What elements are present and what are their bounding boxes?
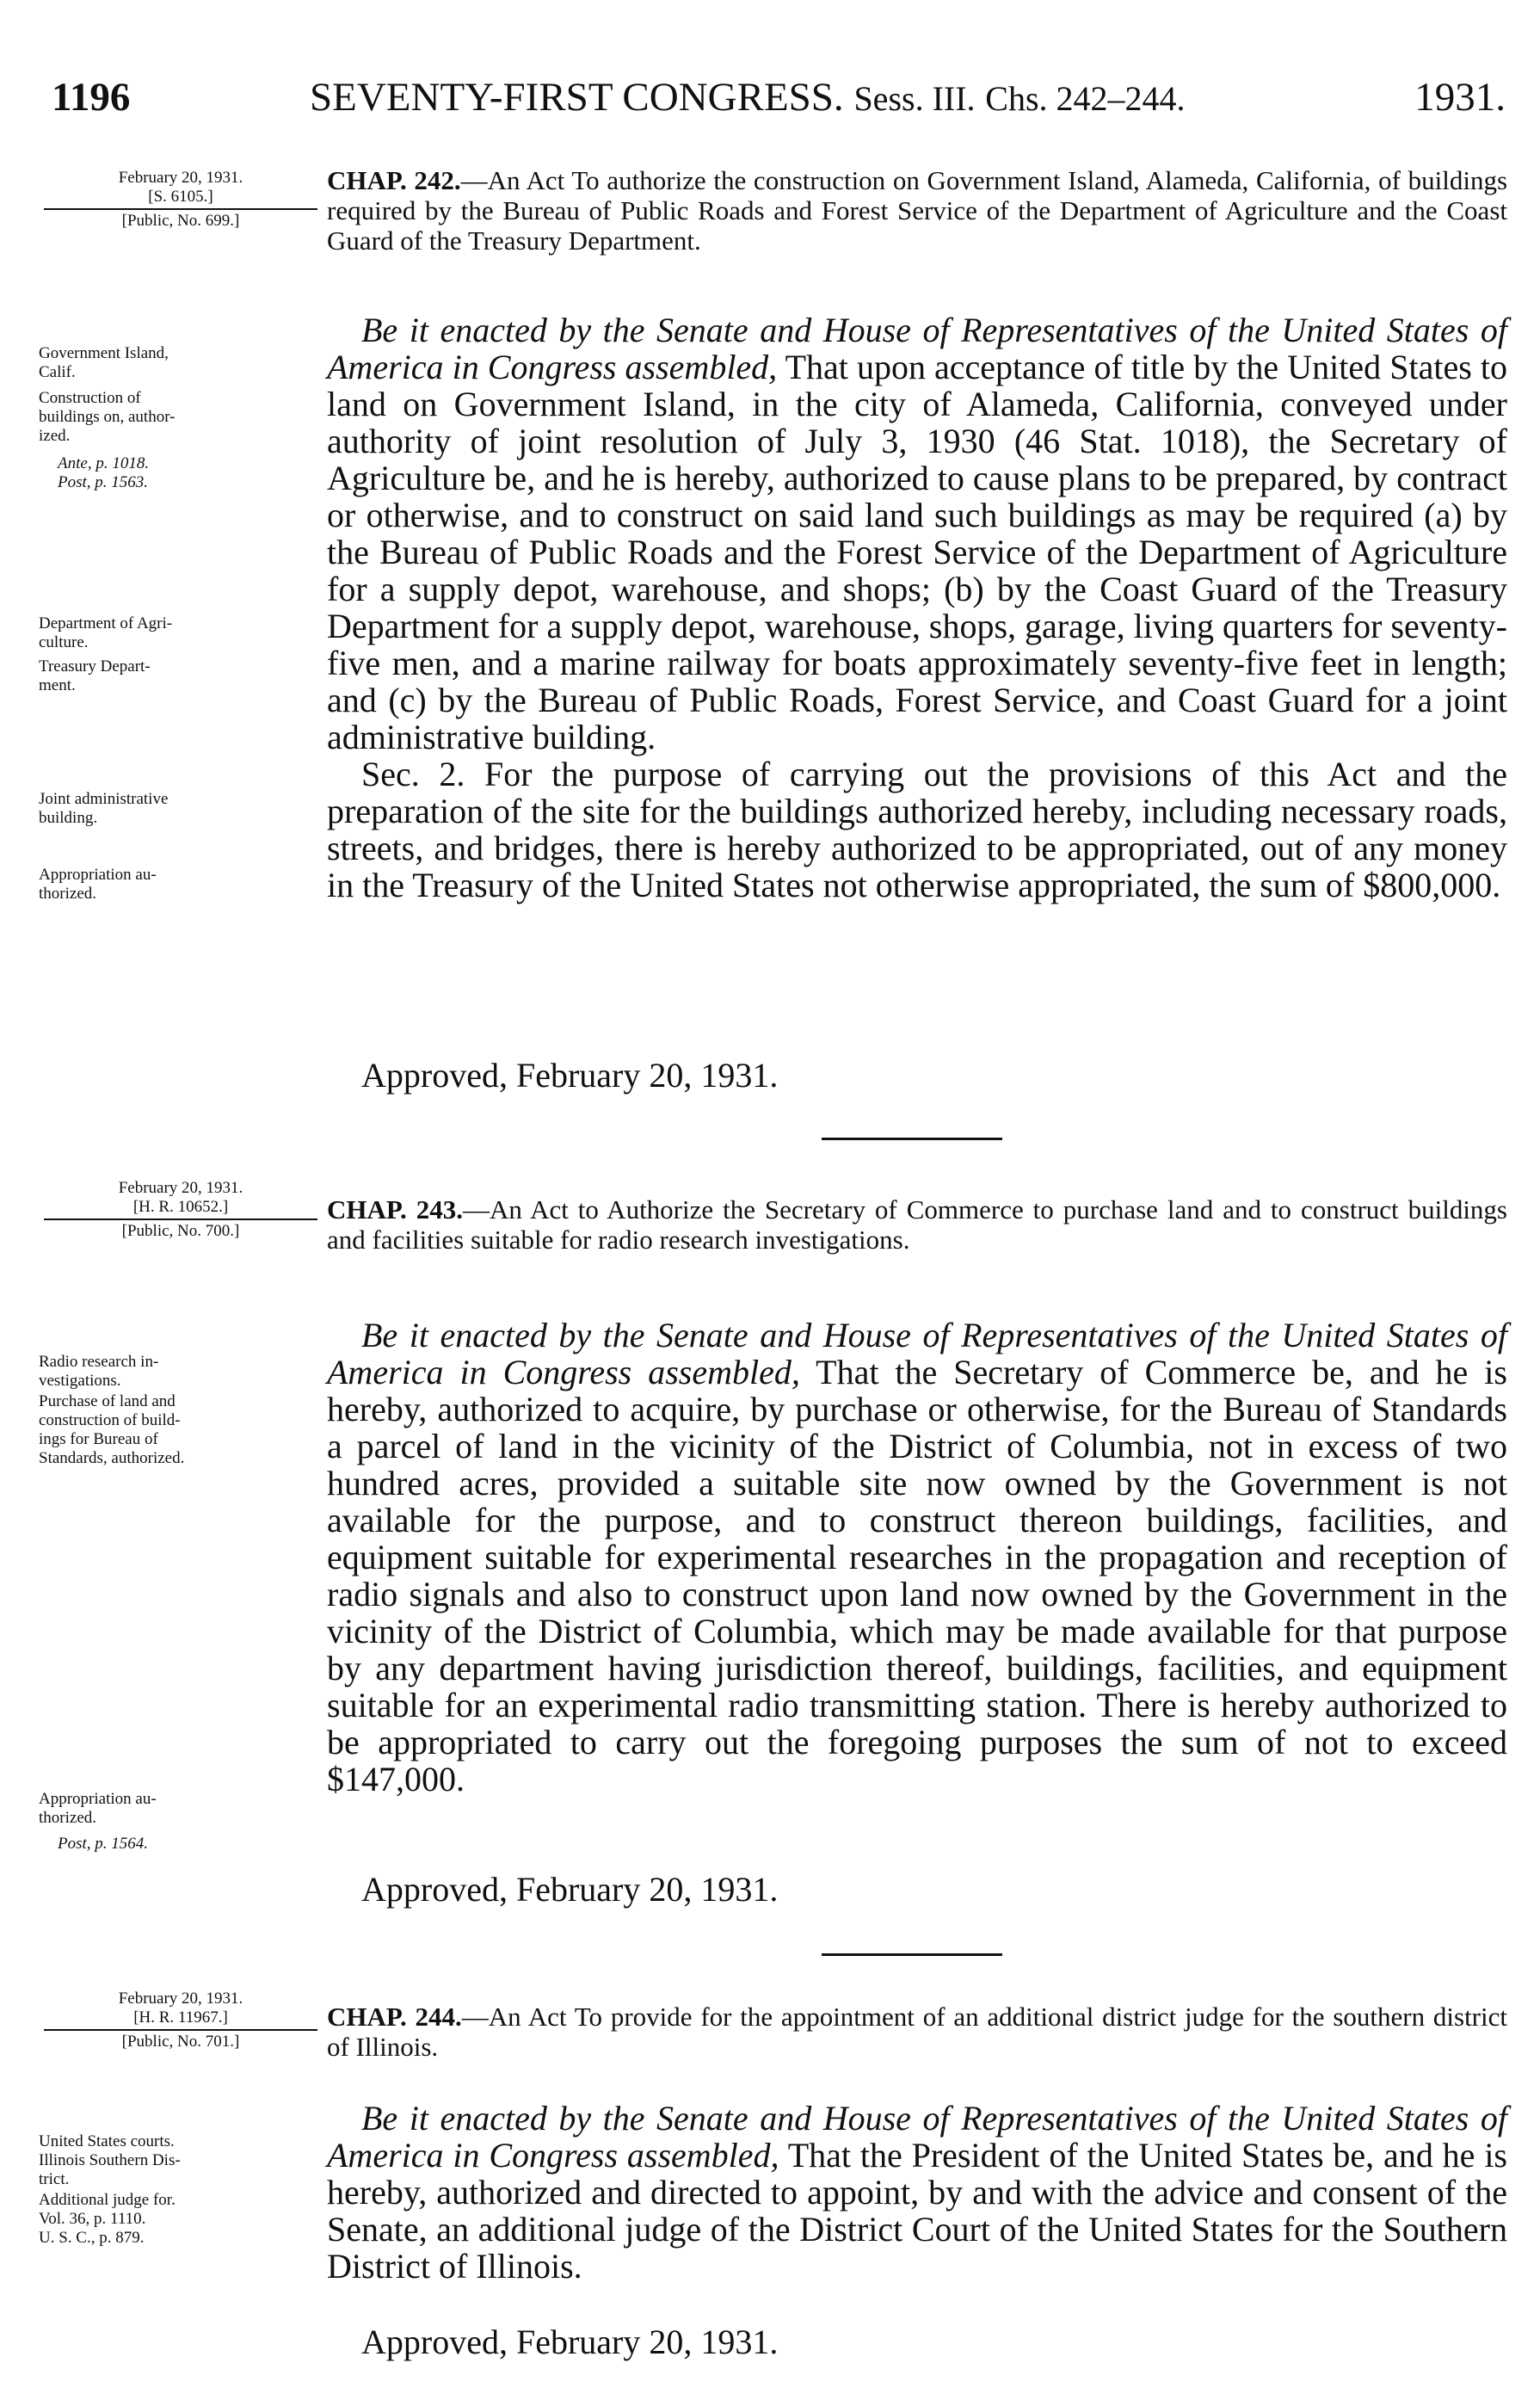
margin-reference: Post, p. 1564. — [58, 1835, 149, 1853]
margin-note-line: Appropriation au- — [39, 1790, 157, 1808]
session-label: Sess. III. — [853, 79, 976, 118]
chap243-title: —An Act to Authorize the Secretary of Commerce to purchase land and to construct buildings and facilities suitable for radio research investigations. — [327, 1194, 1507, 1255]
chap242-note-joint-building — [39, 790, 323, 828]
chap244-note-additional-judge — [39, 2191, 323, 2248]
margin-note-line: trict. — [39, 2170, 70, 2188]
chap242-note-refs — [39, 454, 323, 492]
margin-note-line: buildings on, author- — [39, 408, 176, 426]
chap242-section-1-text: That upon acceptance of title by the United States to land on Government Island, in the city of Alameda, California, conveyed under authority of joint resolution of July 3, 1930 (46 Stat. 1018), the Secretary of Agriculture be, and he is hereby, authorized to cause plans to be prepared, by contract or otherwise, and to construct on said land such buildings as may be required (a) by the Bureau of Public Roads and the Forest Service of the Department of Agriculture for a supply depot, warehouse, and shops; (b) by the Coast Guard of the Treasury Department for a supply depot, warehouse, shops, garage, living quarters for seventy-five men, and a marine railway for boats approximately seventy-five feet in length; and (c) by the Bureau of Public Roads, Forest Service, and Coast Guard for a joint administrative building. — [327, 348, 1507, 756]
chap242-title: —An Act To authorize the construction on Government Island, Alameda, California, of buildings required by the Bureau of Public Roads and Forest Service of the Department of Agriculture and the Coast Guard of the Treasury Department. — [327, 165, 1508, 256]
chap242-body — [327, 312, 1507, 904]
margin-reference: Vol. 36, p. 1110. — [39, 2210, 146, 2228]
chapter-divider — [822, 1138, 1002, 1140]
chap243-heading — [327, 1194, 1507, 1255]
chap243-enacting-clause: Be it enacted by the Senate and House of Representatives of the United States of America in Congress assembled, — [327, 1316, 1507, 1391]
margin-note-line: Purchase of land and — [39, 1392, 176, 1410]
congress-name: SEVENTY-FIRST CONGRESS. — [310, 75, 844, 120]
margin-note-line: Department of Agri- — [39, 614, 173, 632]
margin-note-line: thorized. — [39, 1809, 97, 1827]
margin-reference: Ante, p. 1018. — [58, 454, 150, 472]
chap244-section-1-text: That the President of the United States be, and he is hereby, authorized and directed to appoint, by and with the advice and consent of the Senate, an additional judge of the District Court of the United States for the Southern District of Illinois. — [327, 2136, 1507, 2286]
page-number: 1196 — [52, 75, 131, 120]
margin-note-line: building. — [39, 809, 98, 827]
chap242-approved: Approved, February 20, 1931. — [361, 1056, 779, 1095]
margin-note-line: United States courts. — [39, 2132, 175, 2150]
margin-note-line: ings for Bureau of — [39, 1430, 158, 1448]
chap244-enacting-clause: Be it enacted by the Senate and House of Representatives of the United States of America in Congress assembled, — [327, 2099, 1507, 2175]
chap243-note-radio-research — [39, 1353, 323, 1391]
chap242-note-treasury — [39, 657, 323, 695]
margin-note-line: vestigations. — [39, 1372, 121, 1390]
margin-note-line: ment. — [39, 676, 76, 694]
margin-note-line: Construction of — [39, 389, 141, 407]
chap243-body — [327, 1317, 1507, 1798]
chap242-bill: [S. 6105.] — [148, 188, 213, 206]
chap243-label: CHAP. 243. — [327, 1194, 463, 1225]
chap244-note-courts — [39, 2132, 323, 2189]
chapters-label: Chs. 242–244. — [985, 79, 1186, 118]
margin-note-line: construction of build- — [39, 1411, 181, 1429]
chapter-divider — [822, 1953, 1002, 1956]
chap242-marginal-rule — [44, 208, 317, 210]
chap243-section-1-text: That the Secretary of Commerce be, and he is hereby, authorized to acquire, by purchase or otherwise, for the Bureau of Standards a parcel of land in the vicinity of the District of Columbia, not in excess of two hundred acres, provided a suitable site now owned by the Government is not available for the purpose, and to construct thereon buildings, facilities, and equipment suitable for experimental researches in the propagation and reception of radio signals and also to construct upon land now owned by the Government in the vicinity of the District of Columbia, which may be made available for that purpose by any department having jurisdiction thereof, buildings, facilities, and equipment suitable for an experimental radio transmitting station. There is hereby authorized to be appropriated to carry out the foregoing purposes the sum of not to exceed $147,000. — [327, 1353, 1507, 1798]
chap242-section-1 — [327, 312, 1507, 756]
chap242-note-government-island — [39, 344, 323, 382]
chap242-note-construction — [39, 389, 323, 446]
chap244-marginal-header — [39, 1990, 323, 2051]
chap243-note-refs — [39, 1835, 323, 1854]
running-title — [310, 67, 1186, 129]
chap242-enacting-clause: Be it enacted by the Senate and House of Representatives of the United States of America in Congress assembled, — [327, 311, 1507, 386]
margin-reference: Post, p. 1563. — [58, 473, 149, 491]
chap243-section-1 — [327, 1317, 1507, 1798]
chap244-label: CHAP. 244. — [327, 2002, 462, 2032]
chap242-section-2: Sec. 2. For the purpose of carrying out the provisions of this Act and the preparation of the site for the buildings authorized hereby, including necessary roads, streets, and bridges, there is hereby authorized to be appropriated, out of any money in the Treasury of the United States not otherwise appropriated, the sum of $800,000. — [327, 755, 1507, 904]
margin-note-line: Joint administrative — [39, 790, 169, 808]
margin-note-line: Government Island, — [39, 344, 169, 362]
chap243-public-no: [Public, No. 700.] — [121, 1222, 240, 1240]
running-head — [52, 67, 1506, 127]
chap244-body — [327, 2100, 1507, 2285]
chap244-title: —An Act To provide for the appointment of an additional district judge for the southern district of Illinois. — [327, 2002, 1507, 2062]
margin-note-line: culture. — [39, 633, 89, 651]
chap244-public-no: [Public, No. 701.] — [121, 2033, 240, 2051]
chap242-label: CHAP. 242. — [327, 165, 461, 195]
margin-note-line: Calif. — [39, 363, 76, 381]
margin-note-line: Standards, authorized. — [39, 1449, 185, 1467]
chap242-date: February 20, 1931. — [118, 169, 243, 187]
chap243-marginal-rule — [44, 1218, 317, 1220]
margin-note-line: Radio research in- — [39, 1353, 159, 1371]
chap243-bill: [H. R. 10652.] — [132, 1198, 229, 1216]
chap243-note-appropriation — [39, 1790, 323, 1828]
chap243-marginal-header — [39, 1179, 323, 1241]
chap243-note-purchase-land — [39, 1392, 323, 1468]
margin-note-line: Treasury Depart- — [39, 657, 151, 676]
margin-note-line: ized. — [39, 427, 71, 445]
margin-note-line: Illinois Southern Dis- — [39, 2151, 181, 2169]
chap242-note-appropriation — [39, 866, 323, 904]
chap243-approved: Approved, February 20, 1931. — [361, 1870, 779, 1909]
chap244-bill: [H. R. 11967.] — [133, 2008, 228, 2027]
margin-reference: U. S. C., p. 879. — [39, 2229, 145, 2247]
chap242-marginal-header — [39, 169, 323, 231]
year: 1931. — [1414, 75, 1506, 120]
chap242-heading — [327, 165, 1507, 256]
margin-note-line: Additional judge for. — [39, 2191, 176, 2209]
chap244-marginal-rule — [44, 2029, 317, 2031]
margin-note-line: Appropriation au- — [39, 866, 157, 884]
chap243-date: February 20, 1931. — [118, 1179, 243, 1197]
chap244-heading — [327, 2002, 1507, 2062]
chap244-date: February 20, 1931. — [118, 1990, 243, 2008]
chap244-approved: Approved, February 20, 1931. — [361, 2323, 779, 2361]
margin-note-line: thorized. — [39, 885, 97, 903]
chap242-public-no: [Public, No. 699.] — [121, 212, 240, 230]
chap242-note-agriculture — [39, 614, 323, 652]
chap244-section-1 — [327, 2100, 1507, 2285]
